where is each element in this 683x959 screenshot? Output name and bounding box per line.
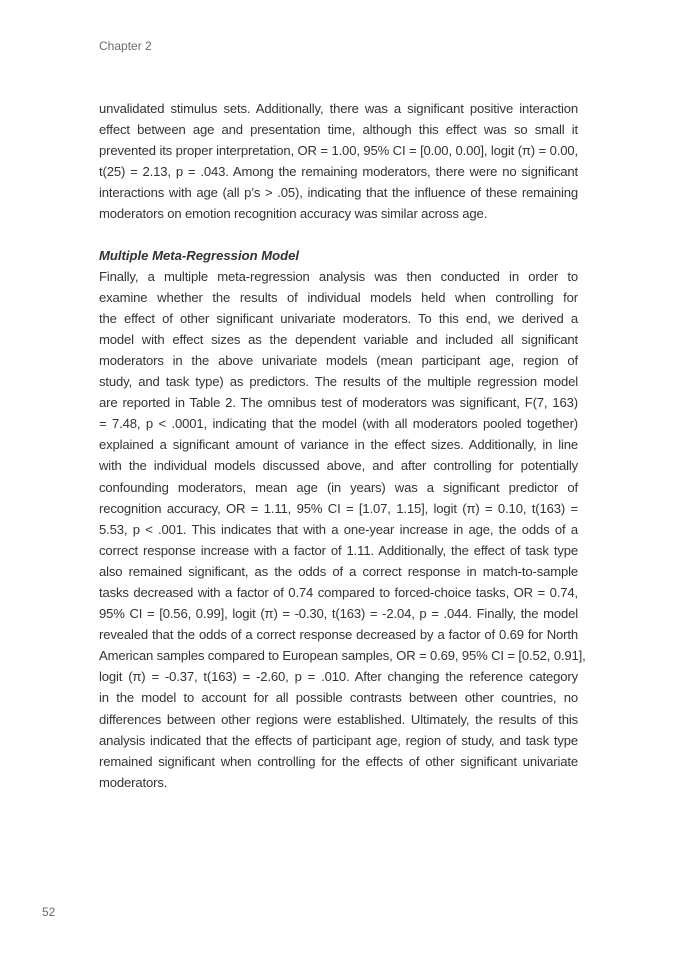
text-line: tasks decreased with a factor of 0.74 compared to forced-choice tasks, OR = 0.74,: [99, 584, 578, 600]
paragraph-interaction-effects: [99, 98, 578, 225]
text-line: model with effect sizes as the dependent variable and included all significant: [99, 331, 578, 347]
text-line: revealed that the odds of a correct response decreased by a factor of 0.69 for North: [99, 627, 578, 643]
text-line: correct response increase with a factor of 1.11. Additionally, the effect of task type: [99, 542, 578, 558]
text-line: effect between age and presentation time, although this effect was so small it: [99, 122, 578, 138]
text-line: explained a significant amount of variance in the effect sizes. Additionally, in line: [99, 437, 578, 453]
text-line: examine whether the results of individual models held when controlling for: [99, 289, 578, 305]
text-line: Finally, a multiple meta-regression analysis was then conducted in order to: [99, 268, 578, 284]
section-heading: Multiple Meta-Regression Model: [99, 247, 300, 263]
text-line: analysis indicated that the effects of participant age, region of study, and task type: [99, 732, 578, 748]
text-line: prevented its proper interpretation, OR = 1.00, 95% CI = [0.00, 0.00], logit (π) = 0.00,: [99, 143, 578, 159]
text-line: are reported in Table 2. The omnibus test of moderators was significant, F(7, 163): [99, 395, 578, 411]
text-line: moderators in the above univariate models (mean participant age, region of: [99, 352, 578, 368]
text-line: moderators.: [99, 774, 168, 790]
text-line: unvalidated stimulus sets. Additionally, there was a significant positive interaction: [99, 101, 578, 116]
text-line: moderators on emotion recognition accuracy was similar across age.: [99, 206, 488, 222]
page-number: 52: [42, 905, 56, 919]
text-line: study, and task type) as predictors. The results of the multiple regression model: [99, 374, 578, 390]
text-line: 95% CI = [0.56, 0.99], logit (π) = -0.30, t(163) = -2.04, p = .044. Finally, the model: [99, 606, 578, 622]
paragraph-multiple-regression: [99, 266, 586, 793]
text-line: recognition accuracy, OR = 1.11, 95% CI = [1.07, 1.15], logit (π) = 0.10, t(163) =: [99, 500, 578, 516]
body-text: [99, 98, 586, 793]
text-line: in the model to account for all possible contrasts between other countries, no: [99, 690, 578, 706]
text-line: also remained significant, as the odds of a correct response in match-to-sample: [99, 563, 578, 579]
running-header: Chapter 2: [99, 39, 152, 53]
text-line: 5.53, p < .001. This indicates that with a one-year increase in age, the odds of a: [99, 521, 578, 537]
text-line: interactions with age (all p’s > .05), indicating that the influence of these remaining: [99, 185, 578, 201]
text-line: differences between other regions were established. Ultimately, the results of this: [99, 711, 578, 727]
text-line: logit (π) = -0.37, t(163) = -2.60, p = .010. After changing the reference category: [99, 669, 578, 685]
text-line: remained significant when controlling for the effects of other significant univariate: [99, 753, 578, 769]
text-line: confounding moderators, mean age (in years) was a significant predictor of: [99, 479, 578, 495]
text-line: the effect of other significant univariate moderators. To this end, we derived a: [99, 310, 578, 326]
text-line: American samples compared to European samples, OR = 0.69, 95% CI = [0.52, 0.91],: [99, 648, 586, 664]
text-line: with the individual models discussed above, and after controlling for potentially: [99, 458, 578, 474]
text-line: = 7.48, p < .0001, indicating that the model (with all moderators pooled together): [99, 416, 578, 432]
text-line: t(25) = 2.13, p = .043. Among the remaining moderators, there were no significant: [99, 164, 578, 180]
